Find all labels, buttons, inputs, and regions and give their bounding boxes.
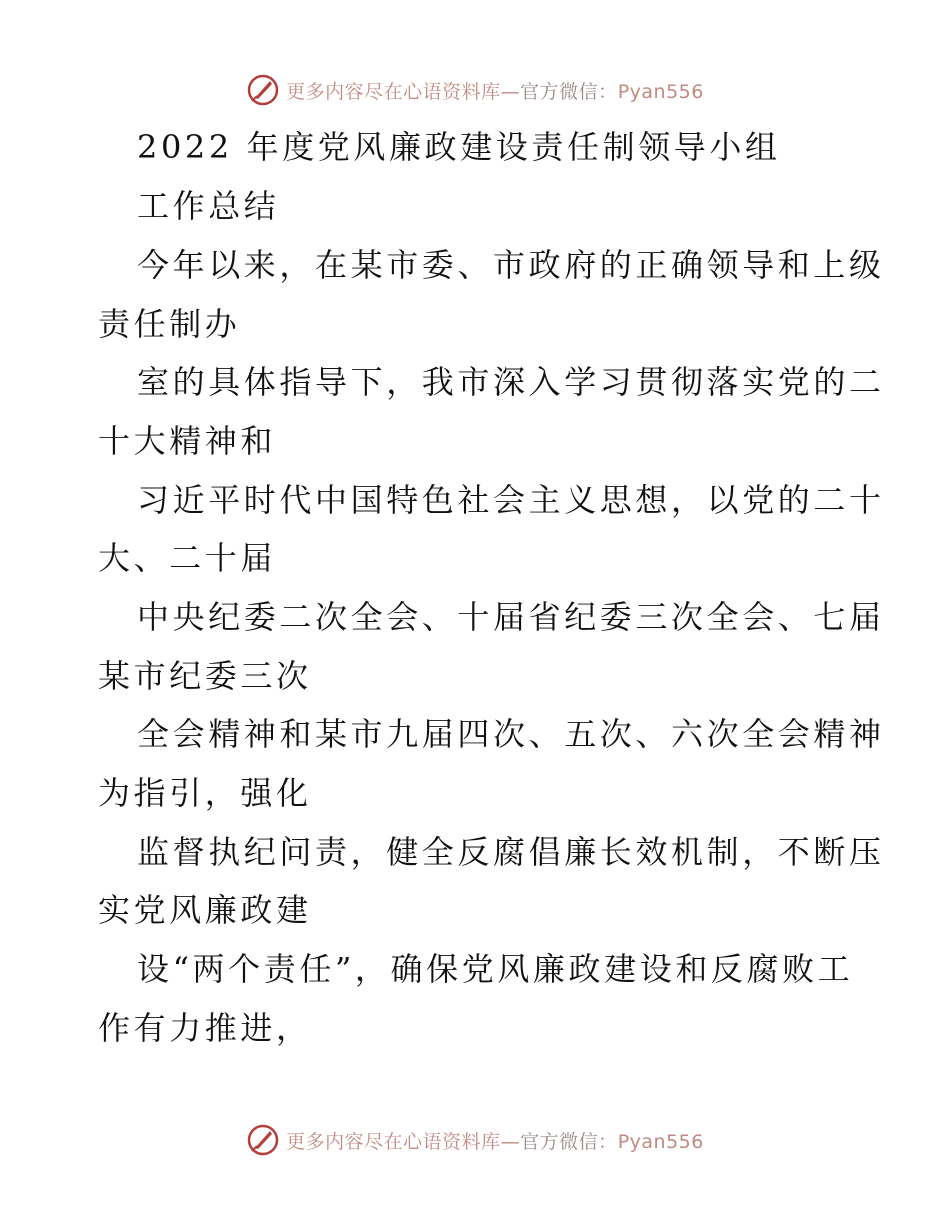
doc-line: 全会精神和某市九届四次、五次、六次全会精神 — [137, 715, 885, 753]
watermark-wechat-id: Pyan556 — [617, 1130, 704, 1153]
doc-line: 某市纪委三次 — [98, 657, 312, 695]
watermark-official-label: 官方微信： — [520, 1130, 618, 1153]
watermark-dash: — — [500, 1130, 521, 1153]
doc-title-line-2: 工作总结 — [137, 187, 280, 225]
watermark-text — [286, 1127, 704, 1154]
doc-line: 实党风廉政建 — [98, 891, 312, 929]
quill-logo-icon — [246, 73, 280, 107]
watermark-official-label: 官方微信： — [520, 80, 618, 103]
doc-line: 今年以来，在某市委、市政府的正确领导和上级 — [137, 246, 885, 284]
header-watermark — [0, 70, 950, 110]
doc-line: 设“两个责任”，确保党风廉政建设和反腐败工 — [137, 950, 854, 988]
doc-line: 习近平时代中国特色社会主义思想，以党的二十 — [137, 481, 885, 519]
doc-line: 室的具体指导下，我市深入学习贯彻落实党的二 — [137, 363, 885, 401]
doc-line: 中央纪委二次全会、十届省纪委三次全会、七届 — [137, 598, 885, 636]
doc-line: 监督执纪问责，健全反腐倡廉长效机制，不断压 — [137, 833, 885, 871]
watermark-dash: — — [500, 80, 521, 103]
doc-line: 为指引，强化 — [98, 774, 312, 812]
doc-line: 十大精神和 — [98, 422, 277, 460]
doc-title-line-1: 2022 年度党风廉政建设责任制领导小组 — [137, 128, 781, 166]
quill-logo-icon — [246, 1123, 280, 1157]
watermark-text — [286, 77, 704, 104]
doc-line: 大、二十届 — [98, 539, 277, 577]
doc-line: 作有力推进， — [98, 1009, 312, 1047]
watermark-site: 更多内容尽在心语资料库 — [286, 1130, 501, 1153]
doc-line: 责任制办 — [98, 305, 241, 343]
footer-watermark — [0, 1120, 950, 1160]
watermark-wechat-id: Pyan556 — [617, 80, 704, 103]
watermark-site: 更多内容尽在心语资料库 — [286, 80, 501, 103]
